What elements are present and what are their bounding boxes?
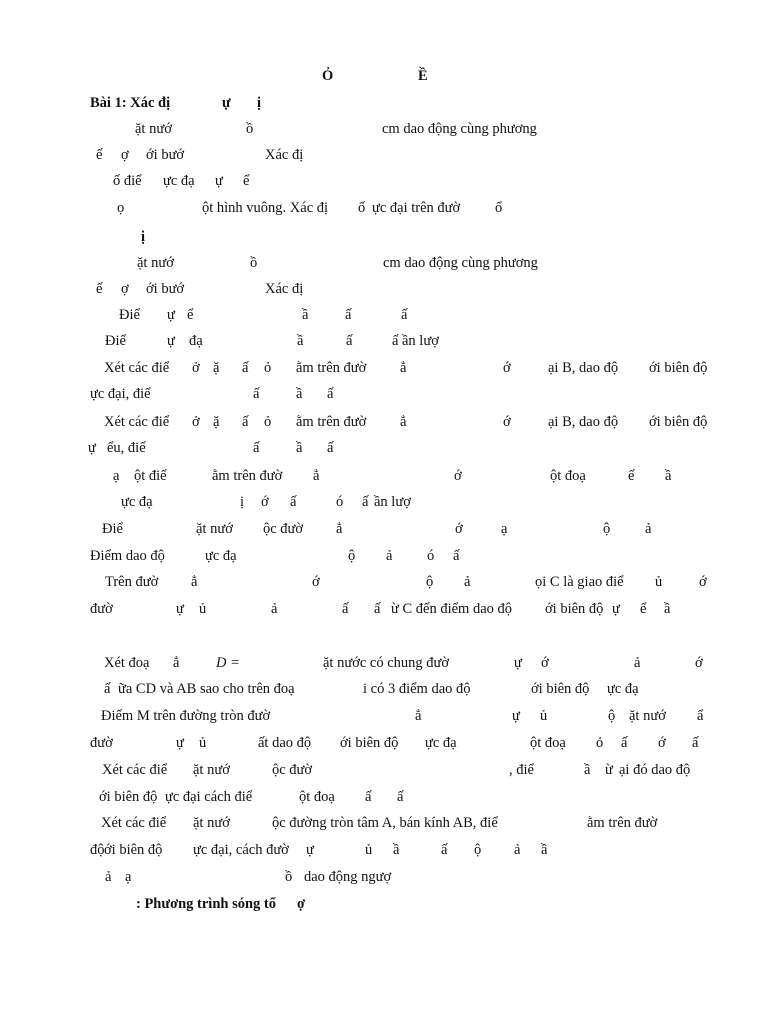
text-line bbox=[0, 707, 768, 729]
text-fragment: ớ bbox=[658, 735, 666, 751]
text-fragment: ạ bbox=[501, 521, 508, 537]
text-fragment: ế bbox=[96, 147, 103, 163]
text-fragment: ộ bbox=[348, 548, 356, 564]
text-fragment: ủ bbox=[365, 842, 373, 858]
text-fragment: ớ bbox=[312, 574, 320, 590]
text-fragment: ộ bbox=[608, 708, 616, 724]
text-fragment: ực đại, cách đườ bbox=[193, 842, 289, 858]
text-line bbox=[0, 332, 768, 354]
text-line bbox=[0, 467, 768, 489]
text-fragment: ực đạ bbox=[205, 548, 237, 564]
text-fragment: ị bbox=[240, 494, 245, 510]
text-fragment: ằm trên đườ bbox=[212, 468, 283, 484]
text-fragment: Xét các điể bbox=[104, 414, 170, 430]
text-line bbox=[0, 199, 768, 221]
text-fragment: ủ bbox=[655, 574, 663, 590]
text-fragment: ấ bbox=[365, 789, 372, 805]
text-fragment: ớ bbox=[503, 414, 511, 430]
text-line bbox=[0, 146, 768, 168]
text-fragment: ả bbox=[464, 574, 471, 590]
text-fragment: Trên đườ bbox=[105, 574, 159, 590]
text-fragment: ấ bbox=[397, 789, 404, 805]
text-fragment: ại đó dao độ bbox=[619, 762, 691, 778]
text-fragment: ạ bbox=[125, 869, 132, 885]
text-fragment: ực đạ bbox=[163, 173, 195, 189]
text-fragment: ế bbox=[96, 281, 103, 297]
text-line bbox=[0, 734, 768, 756]
text-fragment: ả bbox=[271, 601, 278, 617]
text-fragment: D = bbox=[216, 655, 240, 671]
text-fragment: ới biên độ bbox=[531, 681, 590, 697]
text-fragment: ặt nướ bbox=[135, 121, 172, 137]
text-fragment: ặt nướ bbox=[629, 708, 666, 724]
text-fragment: Bài 1: Xác đị bbox=[90, 95, 171, 111]
text-fragment: ẳ bbox=[336, 521, 343, 537]
text-line bbox=[0, 573, 768, 595]
text-fragment: ần lượ bbox=[402, 333, 439, 349]
text-fragment: ó bbox=[427, 548, 435, 564]
text-fragment: ới biên độ bbox=[649, 414, 708, 430]
text-fragment: ự bbox=[222, 95, 231, 111]
text-fragment: ể bbox=[243, 173, 250, 189]
text-fragment: ột điể bbox=[134, 468, 167, 484]
text-fragment: ực đạ bbox=[425, 735, 457, 751]
text-line bbox=[0, 94, 768, 116]
text-fragment: ại B, dao độ bbox=[548, 414, 619, 430]
text-line bbox=[0, 520, 768, 542]
text-fragment: ấ bbox=[401, 307, 408, 323]
text-fragment: ẳ bbox=[173, 655, 180, 671]
text-fragment: Xét các điể bbox=[104, 360, 170, 376]
text-fragment: ầ bbox=[302, 307, 309, 323]
text-fragment: ớ bbox=[699, 574, 707, 590]
text-fragment: ẳ bbox=[415, 708, 422, 724]
text-line bbox=[0, 359, 768, 381]
text-fragment: đườ bbox=[90, 735, 113, 751]
text-fragment: ổ bbox=[495, 200, 503, 216]
text-fragment: ần lượ bbox=[374, 494, 411, 510]
text-fragment: ố điể bbox=[113, 173, 142, 189]
text-line bbox=[0, 413, 768, 435]
text-fragment: ể bbox=[187, 307, 194, 323]
text-fragment: ầ bbox=[584, 762, 591, 778]
text-fragment: ồ bbox=[285, 869, 293, 885]
text-fragment: ới bướ bbox=[146, 281, 185, 297]
text-line bbox=[0, 600, 768, 622]
text-line bbox=[0, 841, 768, 863]
text-fragment: ấ bbox=[104, 681, 111, 697]
text-fragment: ặt nướ bbox=[193, 815, 230, 831]
text-fragment: ở bbox=[192, 414, 200, 430]
text-fragment: ầ bbox=[393, 842, 400, 858]
text-fragment: ới biên độ bbox=[340, 735, 399, 751]
text-line bbox=[0, 385, 768, 407]
text-fragment: ự bbox=[167, 307, 175, 323]
text-fragment: Xét đoạ bbox=[104, 655, 150, 671]
text-fragment: ự bbox=[176, 601, 184, 617]
text-fragment: : Phương trình sóng tổ bbox=[136, 896, 277, 912]
text-fragment: ọi C là giao điể bbox=[535, 574, 624, 590]
text-line bbox=[0, 228, 768, 250]
text-fragment: ố bbox=[358, 200, 366, 216]
text-fragment: ầ bbox=[664, 601, 671, 617]
text-fragment: ới bướ bbox=[146, 147, 185, 163]
text-fragment: độ bbox=[90, 842, 105, 858]
text-fragment: ợ bbox=[121, 147, 129, 163]
text-fragment: ới biên độ bbox=[649, 360, 708, 376]
text-fragment: ấ bbox=[290, 494, 297, 510]
text-fragment: ểu, điể bbox=[107, 440, 146, 456]
text-fragment: dao động ngượ bbox=[304, 869, 392, 885]
text-fragment: ới biên độ bbox=[545, 601, 604, 617]
text-fragment: i có 3 điểm dao độ bbox=[363, 681, 471, 697]
text-line bbox=[0, 120, 768, 142]
text-fragment: ế bbox=[628, 468, 635, 484]
text-fragment: ực đạ bbox=[121, 494, 153, 510]
text-line bbox=[0, 761, 768, 783]
text-fragment: ấ bbox=[346, 333, 353, 349]
text-fragment: ớ bbox=[541, 655, 549, 671]
text-fragment: ỏ bbox=[264, 360, 272, 376]
text-fragment: ể bbox=[640, 601, 647, 617]
text-fragment: ầ bbox=[296, 386, 303, 402]
text-fragment: ực đại trên đườ bbox=[372, 200, 461, 216]
text-fragment: ộ bbox=[474, 842, 482, 858]
text-fragment: ở bbox=[192, 360, 200, 376]
text-fragment: ọ bbox=[117, 200, 125, 216]
text-fragment: ả bbox=[514, 842, 521, 858]
text-fragment: ẳ bbox=[313, 468, 320, 484]
text-fragment: Xét các điể bbox=[102, 762, 168, 778]
text-fragment: ớ bbox=[454, 468, 462, 484]
text-line bbox=[0, 547, 768, 569]
text-fragment: ồ bbox=[246, 121, 254, 137]
text-fragment: ột đoạ bbox=[299, 789, 335, 805]
text-fragment: ằm trên đườ bbox=[296, 414, 367, 430]
text-fragment: ộc đườ bbox=[272, 762, 313, 778]
text-fragment: ầ bbox=[541, 842, 548, 858]
text-fragment: ộc đường tròn tâm A, bán kính AB, điể bbox=[272, 815, 498, 831]
text-fragment: ấ bbox=[362, 494, 369, 510]
text-fragment: ủ bbox=[540, 708, 548, 724]
text-fragment: ộc đườ bbox=[263, 521, 304, 537]
text-fragment: ự bbox=[612, 601, 620, 617]
text-fragment: ặt nướ bbox=[196, 521, 233, 537]
text-line bbox=[0, 788, 768, 810]
text-fragment: đạ bbox=[189, 333, 203, 349]
text-fragment: Điể bbox=[102, 521, 123, 537]
text-fragment: ự bbox=[512, 708, 520, 724]
document-title bbox=[0, 67, 768, 89]
text-fragment: Điể bbox=[105, 333, 126, 349]
text-fragment: Xác đị bbox=[265, 281, 304, 297]
text-fragment: Xác đị bbox=[265, 147, 304, 163]
text-fragment: Điểm dao độ bbox=[90, 548, 165, 564]
text-line bbox=[0, 254, 768, 276]
text-fragment: ớ bbox=[695, 655, 703, 671]
text-line bbox=[0, 493, 768, 515]
text-fragment: ất dao độ bbox=[258, 735, 312, 751]
text-fragment: ừ bbox=[605, 762, 613, 778]
text-fragment: ộ bbox=[603, 521, 611, 537]
text-fragment: cm dao động cùng phương bbox=[382, 121, 537, 137]
text-fragment: ấ bbox=[345, 307, 352, 323]
text-fragment: ầ bbox=[296, 440, 303, 456]
text-fragment: ợ bbox=[297, 896, 306, 912]
text-fragment: ấ bbox=[253, 440, 260, 456]
text-fragment: ới biên độ bbox=[104, 842, 163, 858]
text-line bbox=[0, 439, 768, 461]
text-fragment: ồ bbox=[250, 255, 258, 271]
text-fragment: ặt nướ bbox=[193, 762, 230, 778]
text-fragment: ủ bbox=[199, 735, 207, 751]
text-fragment: ặ bbox=[213, 414, 220, 430]
text-line bbox=[0, 680, 768, 702]
text-fragment: ặt nướ bbox=[137, 255, 174, 271]
text-fragment: ự bbox=[215, 173, 223, 189]
text-fragment: ấ bbox=[453, 548, 460, 564]
text-fragment: ự bbox=[167, 333, 175, 349]
text-fragment: ấ bbox=[692, 735, 699, 751]
text-fragment: ự bbox=[306, 842, 314, 858]
text-fragment: ới biên độ bbox=[99, 789, 158, 805]
text-fragment: ột đoạ bbox=[550, 468, 586, 484]
text-fragment: ớ bbox=[455, 521, 463, 537]
text-fragment: ộ bbox=[426, 574, 434, 590]
text-fragment: , điể bbox=[509, 762, 534, 778]
text-fragment: Điểm M trên đường tròn đườ bbox=[101, 708, 271, 724]
text-fragment: ó bbox=[336, 494, 344, 510]
text-fragment: ị bbox=[141, 229, 146, 245]
text-fragment: ặt nước có chung đườ bbox=[323, 655, 450, 671]
text-fragment: ả bbox=[634, 655, 641, 671]
text-line bbox=[0, 814, 768, 836]
text-fragment: cm dao động cùng phương bbox=[383, 255, 538, 271]
text-fragment: Xét các điể bbox=[101, 815, 167, 831]
text-fragment: ạ bbox=[113, 468, 120, 484]
text-line bbox=[0, 280, 768, 302]
text-fragment: ự bbox=[88, 440, 96, 456]
text-fragment: ấ bbox=[253, 386, 260, 402]
text-fragment: ấ bbox=[392, 333, 399, 349]
text-fragment: ấ bbox=[342, 601, 349, 617]
text-fragment: ẳ bbox=[400, 360, 407, 376]
text-fragment: ớ bbox=[261, 494, 269, 510]
text-fragment: ấ bbox=[327, 386, 334, 402]
text-fragment: ẳ bbox=[191, 574, 198, 590]
text-fragment: ại B, dao độ bbox=[548, 360, 619, 376]
text-fragment: đườ bbox=[90, 601, 113, 617]
text-fragment: ỏ bbox=[596, 735, 604, 751]
text-fragment: ột đoạ bbox=[530, 735, 566, 751]
text-fragment: ớ bbox=[503, 360, 511, 376]
text-line bbox=[0, 172, 768, 194]
text-fragment: ừ C đến điểm dao độ bbox=[391, 601, 513, 617]
text-fragment: ẳ bbox=[400, 414, 407, 430]
text-fragment: ợ bbox=[121, 281, 129, 297]
text-fragment: ị bbox=[257, 95, 262, 111]
text-fragment: ầ bbox=[665, 468, 672, 484]
text-fragment: ột hình vuông. Xác đị bbox=[202, 200, 329, 216]
text-fragment: ả bbox=[105, 869, 112, 885]
text-line bbox=[0, 895, 768, 917]
text-fragment: ả bbox=[386, 548, 393, 564]
text-fragment: ặ bbox=[213, 360, 220, 376]
title-fragment: Ề bbox=[418, 68, 428, 84]
text-line bbox=[0, 654, 768, 676]
text-fragment: ằm trên đườ bbox=[587, 815, 658, 831]
text-fragment: ằm trên đườ bbox=[296, 360, 367, 376]
text-fragment: ỏ bbox=[264, 414, 272, 430]
text-fragment: ực đại cách điể bbox=[165, 789, 253, 805]
text-fragment: ấ bbox=[327, 440, 334, 456]
text-line bbox=[0, 868, 768, 890]
text-fragment: ữa CD và AB sao cho trên đoạ bbox=[118, 681, 295, 697]
text-fragment: ầ bbox=[297, 333, 304, 349]
text-fragment: ực đạ bbox=[607, 681, 639, 697]
text-fragment: ực đại, điể bbox=[90, 386, 151, 402]
text-fragment: ấ bbox=[621, 735, 628, 751]
text-fragment: Điể bbox=[119, 307, 140, 323]
text-fragment: ấ bbox=[374, 601, 381, 617]
text-fragment: ẩ bbox=[697, 708, 704, 724]
text-fragment: ả bbox=[645, 521, 652, 537]
text-fragment: ự bbox=[514, 655, 522, 671]
text-fragment: ấ bbox=[242, 414, 249, 430]
text-fragment: ủ bbox=[199, 601, 207, 617]
text-line bbox=[0, 306, 768, 328]
text-fragment: ự bbox=[176, 735, 184, 751]
text-fragment: ấ bbox=[242, 360, 249, 376]
title-fragment: Ỏ bbox=[322, 68, 334, 84]
text-fragment: ấ bbox=[441, 842, 448, 858]
